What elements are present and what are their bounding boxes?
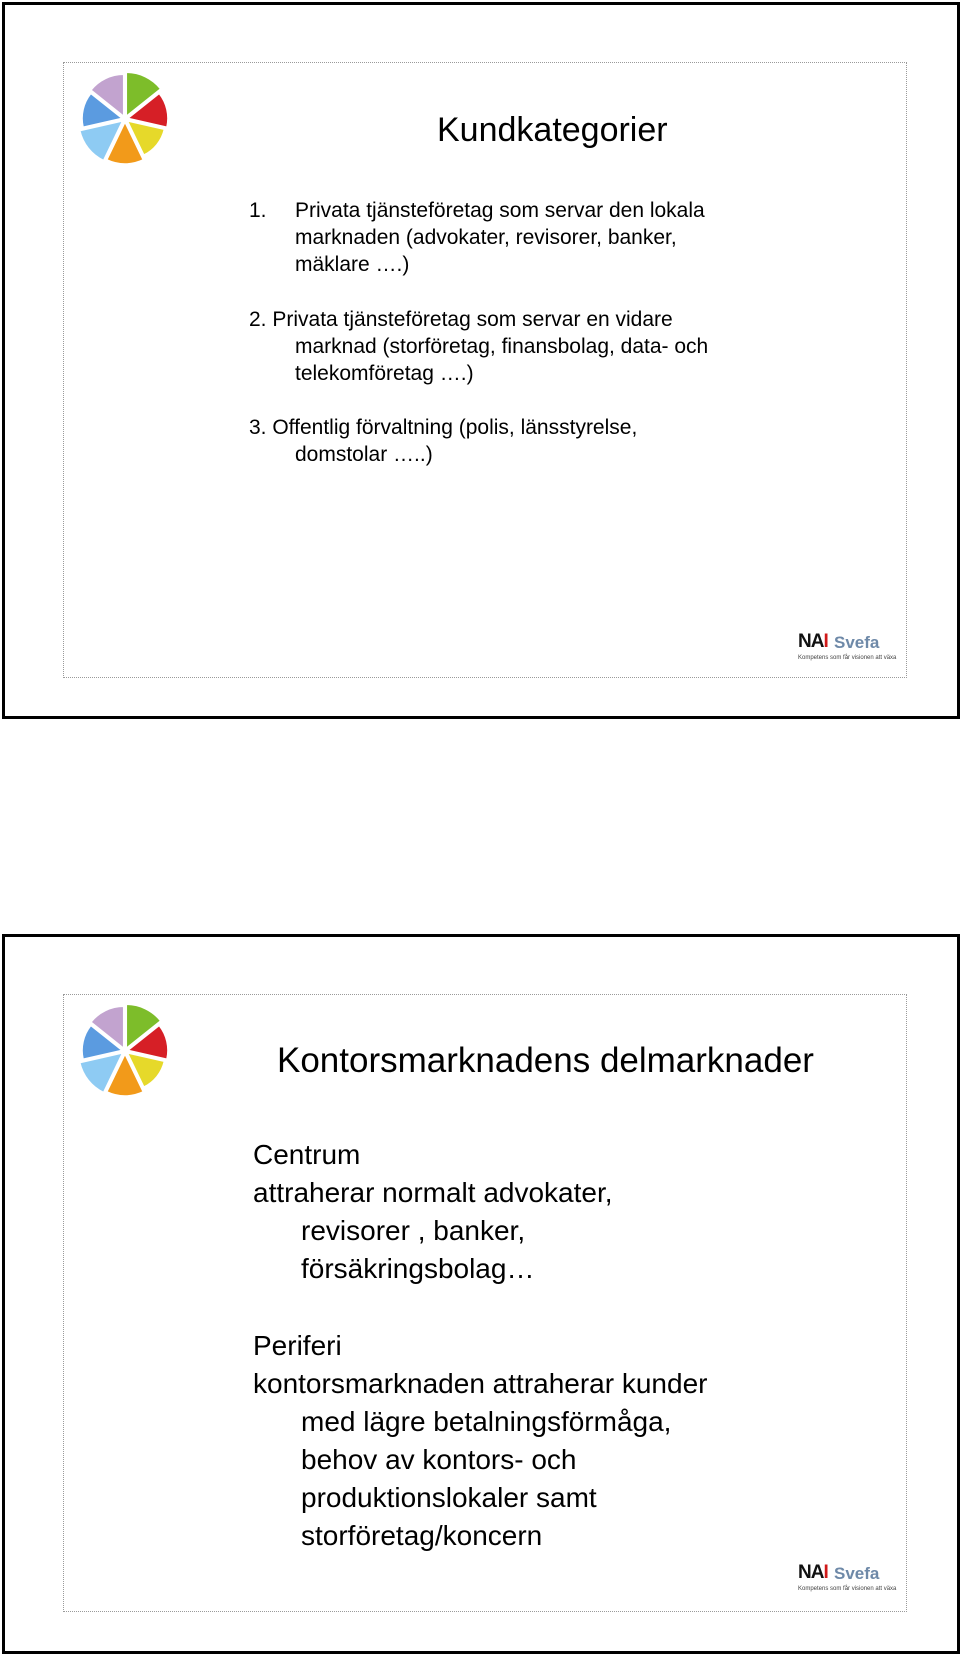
- slide-1: [2, 2, 960, 719]
- body-text: med lägre betalningsförmåga,: [301, 1406, 672, 1437]
- slide-2: [2, 934, 960, 1654]
- svefa-logo: [798, 631, 897, 665]
- brand-name: Svefa: [834, 633, 880, 652]
- list-item-text: marknad (storföretag, finansbolag, data- och: [295, 335, 709, 358]
- section-heading: Periferi: [253, 1330, 342, 1361]
- list-item-text: 3. Offentlig förvaltning (polis, länsstyrelse,: [249, 416, 638, 439]
- section-heading: Centrum: [253, 1139, 361, 1170]
- list-number: 1.: [249, 199, 267, 222]
- list-item-text: marknaden (advokater, revisorer, banker,: [295, 226, 677, 249]
- list-item-text: 2. Privata tjänsteföretag som servar en vidare: [249, 308, 673, 331]
- body-text: kontorsmarknaden attraherar kunder: [253, 1368, 708, 1399]
- list-item-text: domstolar …..): [295, 443, 433, 466]
- brand-name: Svefa: [834, 1564, 880, 1583]
- body-text: behov av kontors- och: [301, 1444, 577, 1475]
- slide-title: Kundkategorier: [437, 111, 668, 149]
- pie-chart-logo-icon: [73, 67, 177, 171]
- list-item-text: Privata tjänsteföretag som servar den lokala: [295, 199, 705, 222]
- pie-chart-logo-icon: [73, 999, 177, 1103]
- body-text: storföretag/koncern: [301, 1520, 543, 1551]
- body-text: revisorer , banker,: [301, 1215, 526, 1246]
- svefa-logo: [798, 1562, 897, 1596]
- brand-tagline: Kompetens som får visionen att växa: [798, 1586, 897, 1592]
- nai-mark: NAI: [798, 631, 828, 652]
- list-item-text: telekomföretag ….): [295, 362, 474, 385]
- body-text: produktionslokaler samt: [301, 1482, 597, 1513]
- brand-tagline: Kompetens som får visionen att växa: [798, 655, 897, 661]
- body-text: försäkringsbolag…: [301, 1253, 535, 1284]
- body-text: attraherar normalt advokater,: [253, 1177, 613, 1208]
- nai-mark: NAI: [798, 1562, 828, 1583]
- slide-title: Kontorsmarknadens delmarknader: [277, 1041, 814, 1080]
- list-item-text: mäklare ….): [295, 253, 410, 276]
- slide-content-area: [63, 62, 907, 678]
